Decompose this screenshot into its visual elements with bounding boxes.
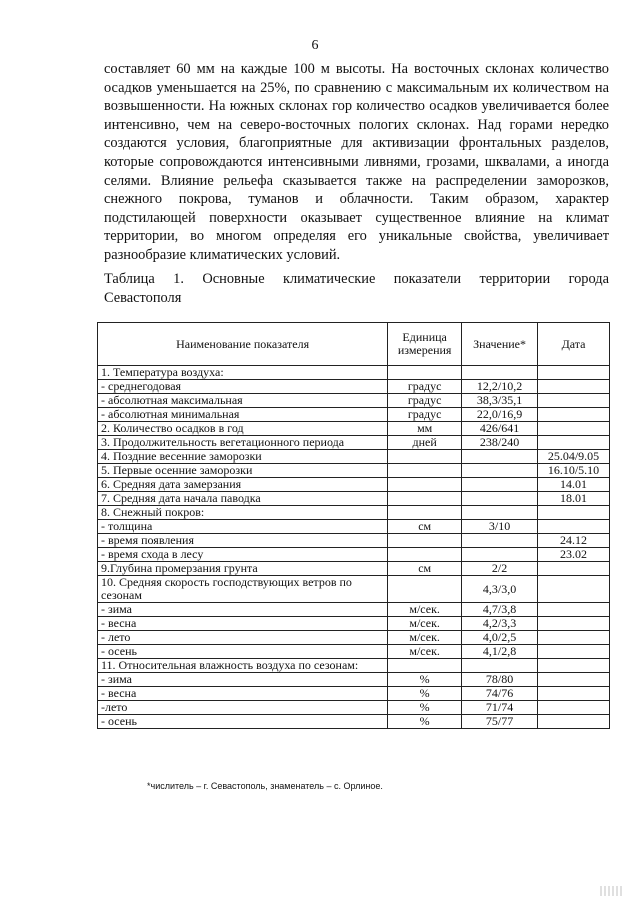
value-cell	[462, 548, 538, 562]
unit-cell	[388, 534, 462, 548]
date-cell: 14.01	[538, 478, 610, 492]
unit-cell: м/сек.	[388, 631, 462, 645]
indicator-cell: 10. Средняя скорость господствующих ветров по сезонам	[98, 576, 388, 603]
indicator-cell: - абсолютная максимальная	[98, 394, 388, 408]
unit-cell: градус	[388, 408, 462, 422]
unit-cell: мм	[388, 422, 462, 436]
value-cell: 4,1/2,8	[462, 645, 538, 659]
table-header-row	[98, 323, 610, 366]
value-cell: 4,3/3,0	[462, 576, 538, 603]
unit-cell: градус	[388, 380, 462, 394]
unit-cell	[388, 576, 462, 603]
table-row	[98, 506, 610, 520]
unit-cell	[388, 548, 462, 562]
table-row	[98, 659, 610, 673]
unit-cell	[388, 464, 462, 478]
indicator-cell: 9.Глубина промерзания грунта	[98, 562, 388, 576]
date-cell	[538, 520, 610, 534]
indicator-cell: - весна	[98, 617, 388, 631]
indicator-cell: 11. Относительная влажность воздуха по сезонам:	[98, 659, 388, 673]
value-cell: 75/77	[462, 715, 538, 729]
table-caption-continued: Севастополя	[104, 290, 182, 306]
scan-artifact	[600, 886, 624, 896]
value-cell: 426/641	[462, 422, 538, 436]
indicator-cell: 7. Средняя дата начала паводка	[98, 492, 388, 506]
unit-cell: см	[388, 520, 462, 534]
unit-cell: дней	[388, 436, 462, 450]
unit-cell: %	[388, 687, 462, 701]
indicator-cell: - зима	[98, 603, 388, 617]
value-cell	[462, 478, 538, 492]
value-cell: 74/76	[462, 687, 538, 701]
value-cell	[462, 492, 538, 506]
value-cell	[462, 506, 538, 520]
indicator-cell: - время появления	[98, 534, 388, 548]
indicator-cell: - весна	[98, 687, 388, 701]
table-row	[98, 492, 610, 506]
table-caption: Таблица 1. Основные климатические показатели территории города	[104, 271, 609, 287]
value-cell: 3/10	[462, 520, 538, 534]
indicator-cell: - зима	[98, 673, 388, 687]
value-cell	[462, 659, 538, 673]
value-cell: 78/80	[462, 673, 538, 687]
date-cell	[538, 701, 610, 715]
date-cell	[538, 506, 610, 520]
table-row	[98, 687, 610, 701]
value-cell: 238/240	[462, 436, 538, 450]
table-row	[98, 366, 610, 380]
unit-cell	[388, 659, 462, 673]
date-cell	[538, 603, 610, 617]
unit-cell	[388, 366, 462, 380]
date-cell: 25.04/9.05	[538, 450, 610, 464]
table-row	[98, 576, 610, 603]
header-value: Значение*	[462, 323, 538, 366]
table-row	[98, 394, 610, 408]
unit-cell: %	[388, 715, 462, 729]
table-row	[98, 520, 610, 534]
indicator-cell: 6. Средняя дата замерзания	[98, 478, 388, 492]
table-row	[98, 464, 610, 478]
indicator-cell: - осень	[98, 645, 388, 659]
date-cell	[538, 645, 610, 659]
indicator-cell: -лето	[98, 701, 388, 715]
value-cell	[462, 450, 538, 464]
table-row	[98, 534, 610, 548]
date-cell: 24.12	[538, 534, 610, 548]
unit-cell	[388, 492, 462, 506]
value-cell	[462, 534, 538, 548]
table-row	[98, 617, 610, 631]
unit-cell: см	[388, 562, 462, 576]
value-cell: 71/74	[462, 701, 538, 715]
unit-cell	[388, 506, 462, 520]
indicator-cell: 2. Количество осадков в год	[98, 422, 388, 436]
unit-cell: %	[388, 673, 462, 687]
value-cell	[462, 366, 538, 380]
table-row	[98, 408, 610, 422]
table-row	[98, 548, 610, 562]
value-cell: 38,3/35,1	[462, 394, 538, 408]
value-cell: 4,7/3,8	[462, 603, 538, 617]
date-cell	[538, 673, 610, 687]
indicator-cell: 1. Температура воздуха:	[98, 366, 388, 380]
unit-cell: м/сек.	[388, 617, 462, 631]
value-cell: 4,2/3,3	[462, 617, 538, 631]
indicator-cell: 8. Снежный покров:	[98, 506, 388, 520]
date-cell	[538, 617, 610, 631]
value-cell	[462, 464, 538, 478]
table-row	[98, 422, 610, 436]
date-cell	[538, 380, 610, 394]
value-cell: 4,0/2,5	[462, 631, 538, 645]
date-cell	[538, 576, 610, 603]
date-cell	[538, 659, 610, 673]
indicator-cell: - осень	[98, 715, 388, 729]
table-row	[98, 673, 610, 687]
date-cell	[538, 715, 610, 729]
date-cell	[538, 408, 610, 422]
date-cell	[538, 394, 610, 408]
unit-cell	[388, 478, 462, 492]
unit-cell: градус	[388, 394, 462, 408]
unit-cell: %	[388, 701, 462, 715]
date-cell	[538, 562, 610, 576]
indicator-cell: - абсолютная минимальная	[98, 408, 388, 422]
climate-table	[97, 322, 610, 729]
value-cell: 22,0/16,9	[462, 408, 538, 422]
table-row	[98, 562, 610, 576]
table-row	[98, 645, 610, 659]
table-row	[98, 450, 610, 464]
date-cell	[538, 366, 610, 380]
date-cell: 16.10/5.10	[538, 464, 610, 478]
date-cell	[538, 422, 610, 436]
header-unit: Единица измерения	[388, 323, 462, 366]
date-cell	[538, 436, 610, 450]
header-indicator: Наименование показателя	[98, 323, 388, 366]
date-cell: 18.01	[538, 492, 610, 506]
header-date: Дата	[538, 323, 610, 366]
unit-cell	[388, 450, 462, 464]
table-row	[98, 603, 610, 617]
value-cell: 2/2	[462, 562, 538, 576]
date-cell	[538, 687, 610, 701]
indicator-cell: - среднегодовая	[98, 380, 388, 394]
indicator-cell: - лето	[98, 631, 388, 645]
date-cell: 23.02	[538, 548, 610, 562]
table-row	[98, 436, 610, 450]
table-row	[98, 478, 610, 492]
table-row	[98, 380, 610, 394]
table-row	[98, 701, 610, 715]
indicator-cell: - толщина	[98, 520, 388, 534]
date-cell	[538, 631, 610, 645]
table-footnote: *числитель – г. Севастополь, знаменатель – с. Орлиное.	[147, 781, 383, 791]
indicator-cell: 3. Продолжительность вегетационного периода	[98, 436, 388, 450]
table-row	[98, 715, 610, 729]
indicator-cell: - время схода в лесу	[98, 548, 388, 562]
value-cell: 12,2/10,2	[462, 380, 538, 394]
page-number: 6	[311, 38, 319, 53]
table-row	[98, 631, 610, 645]
unit-cell: м/сек.	[388, 645, 462, 659]
unit-cell: м/сек.	[388, 603, 462, 617]
body-paragraph: составляет 60 мм на каждые 100 м высоты. На восточных склонах количество осадков уменьшается на 25%, по сравнению с максимальным их количеством на возвышенности. На южных склонах гор количество осадков увеличивается более интенсивно, чем на северо-восточных пологих склонах. Над горами нередко создаются условия, благоприятные для активизации фронтальных разделов, которые сопровождаются интенсивными ливнями, грозами, шквалами, а иногда селями. Влияние рельефа сказывается также на распределении заморозков, снежного покрова, туманов и облачности. Таким образом, характер подстилающей поверхности оказывает существенное влияние на климат территории, во многом определяя его уникальные свойства, увеличивает разнообразие климатических условий.	[104, 61, 609, 263]
indicator-cell: 4. Поздние весенние заморозки	[98, 450, 388, 464]
indicator-cell: 5. Первые осенние заморозки	[98, 464, 388, 478]
